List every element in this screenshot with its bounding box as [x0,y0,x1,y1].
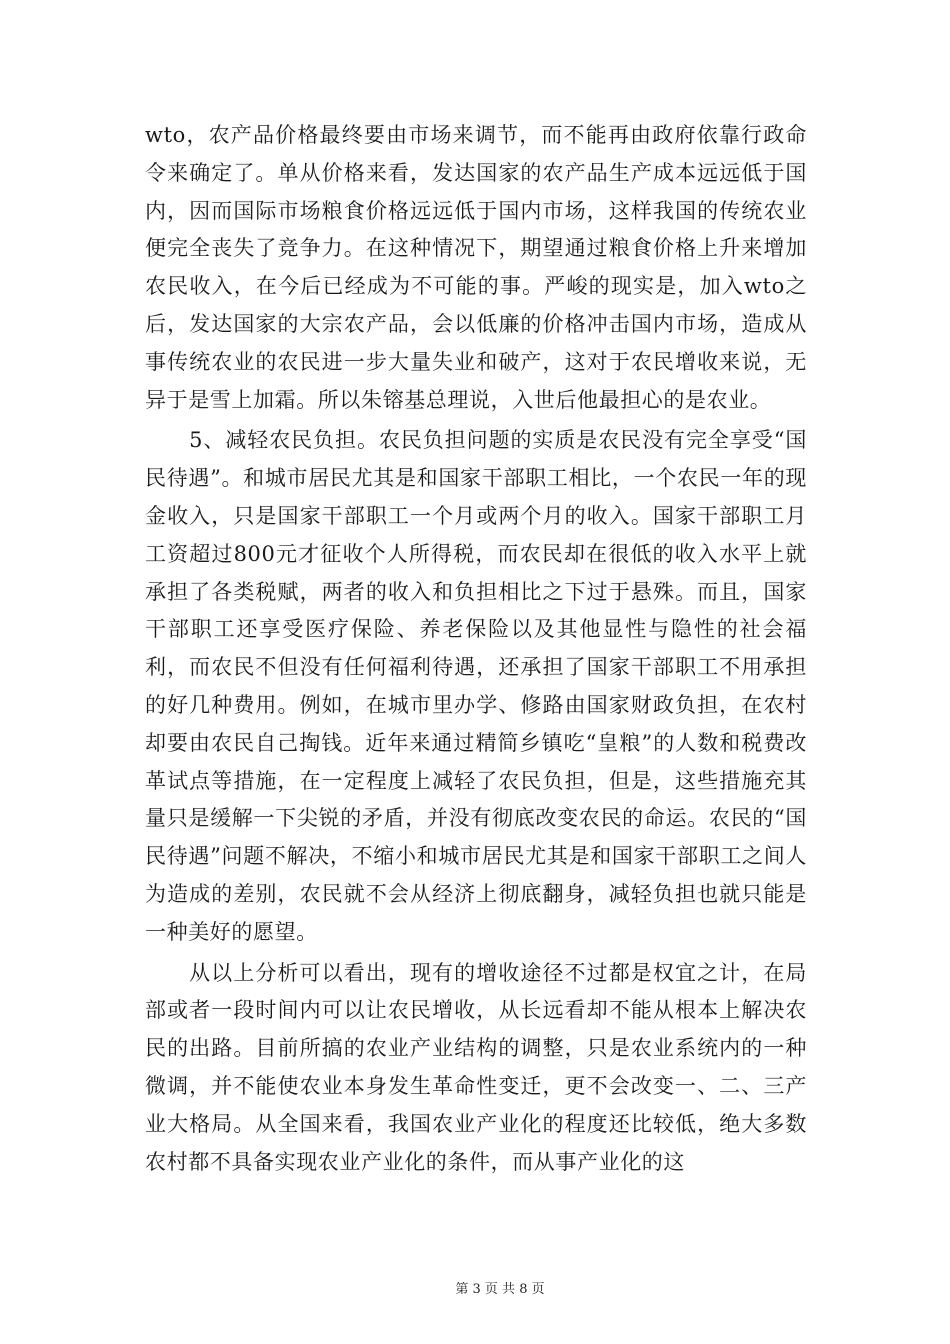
paragraph-reduce-farmer-burden: 5、减轻农民负担。农民负担问题的实质是农民没有完全享受“国民待遇”。和城市居民尤其是和国家干部职工相比，一个农民一年的现金收入，只是国家干部职工一个月或两个月的收入。国家干部职工月工资超过800元才征收个人所得税，而农民却在很低的收入水平上就承担了各类税赋，两者的收入和负担相比之下过于悬殊。而且，国家干部职工还享受医疗保险、养老保险以及其他显性与隐性的社会福利，而农民不但没有任何福利待遇，还承担了国家干部职工不用承担的好几种费用。例如，在城市里办学、修路由国家财政负担，在农村却要由农民自己掏钱。近年来通过精简乡镇吃“皇粮”的人数和税费改革试点等措施，在一定程度上减轻了农民负担，但是，这些措施充其量只是缓解一下尖锐的矛盾，并没有彻底改变农民的命运。农民的“国民待遇”问题不解决，不缩小和城市居民尤其是和国家干部职工之间人为造成的差别，农民就不会从经济上彻底翻身，减轻负担也就只能是一种美好的愿望。 [145,428,807,944]
paragraph-continuation: wto，农产品价格最终要由市场来调节，而不能再由政府依靠行政命令来确定了。单从价格来看，发达国家的农产品生产成本远远低于国内，因而国际市场粮食价格远远低于国内市场，这样我国的传统农业便完全丧失了竞争力。在这种情况下，期望通过粮食价格上升来增加农民收入，在今后已经成为不可能的事。严峻的现实是，加入wto之后，发达国家的大宗农产品，会以低廉的价格冲击国内市场，造成从事传统农业的农民进一步大量失业和破产，这对于农民增收来说，无异于是雪上加霜。所以朱镕基总理说，入世后他最担心的是农业。 [145,123,807,412]
paragraph-analysis-conclusion: 从以上分析可以看出，现有的增收途径不过都是权宜之计，在局部或者一段时间内可以让农民增收，从长远看却不能从根本上解决农民的出路。目前所搞的农业产业结构的调整，只是农业系统内的一种微调，并不能使农业本身发生革命性变迁，更不会改变一、二、三产业大格局。从全国来看，我国农业产业化的程度还比较低，绝大多数农村都不具备实现农业产业化的条件，而从事产业化的这 [145,960,807,1174]
document-body [145,117,807,1184]
page-number: 第 3 页 共 8 页 [455,1282,545,1297]
